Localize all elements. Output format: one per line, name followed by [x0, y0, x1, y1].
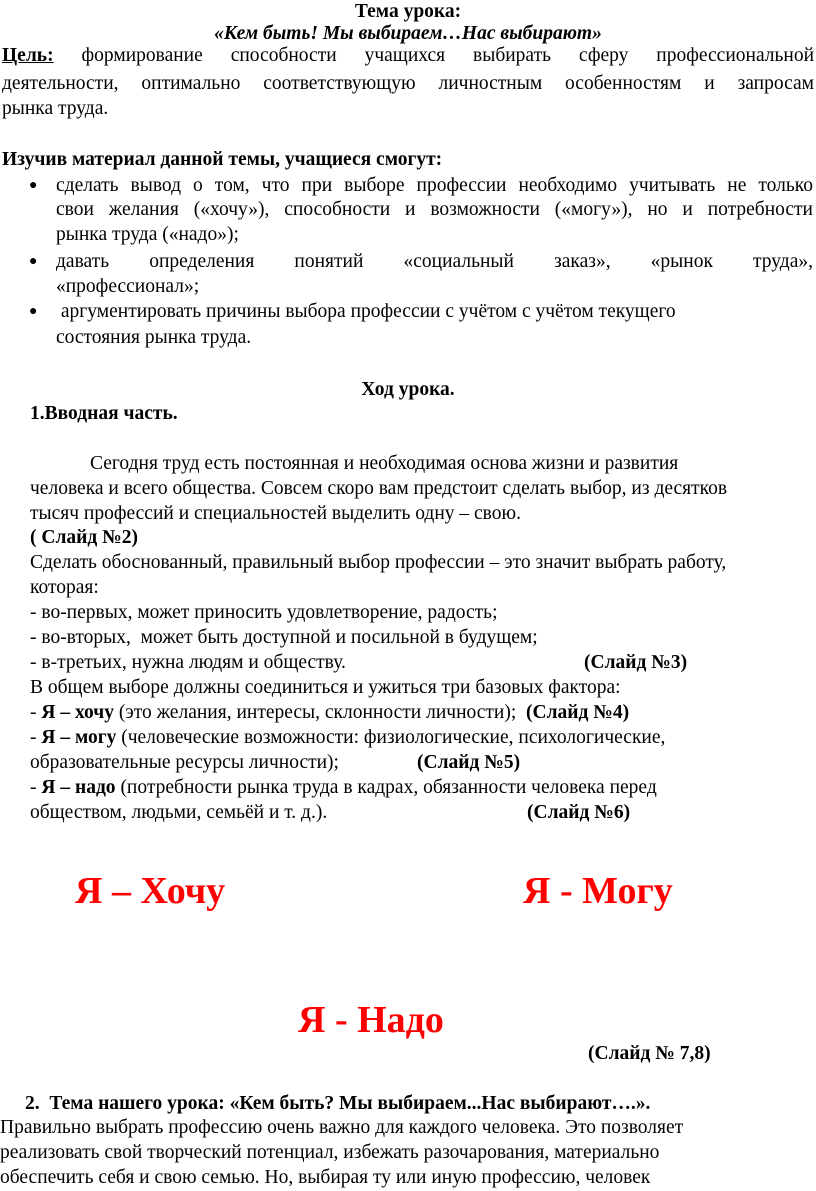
slide-5-ref: (Слайд №5) — [417, 752, 521, 773]
slide-4-ref: (Слайд №4) — [526, 702, 630, 723]
outcome-1-line-3: рынка труда («надо»); — [56, 224, 239, 245]
factor-want-label: Я – хочу — [41, 702, 114, 723]
choice-line-2: которая: — [30, 577, 99, 598]
intro-line-2: человека и всего общества. Совсем скоро вам предстоит сделать выбор, из десятков — [30, 478, 728, 499]
outcome-1-line-2: свои желания («хочу»), способности и возможности («могу»), но и потребности — [56, 199, 813, 220]
choice-line-1: Сделать обоснованный, правильный выбор профессии – это значит выбрать работу, — [30, 552, 727, 573]
intro-line-1: Сегодня труд есть постоянная и необходимая основа жизни и развития — [90, 453, 679, 474]
goal-label: Цель: — [2, 45, 54, 66]
lesson-progress-heading: Ход урока. — [361, 379, 455, 400]
slogan-can: Я - Могу — [523, 870, 673, 912]
section-2-heading: 2. Тема нашего урока: «Кем быть? Мы выбираем...Нас выбирают….». — [25, 1093, 651, 1114]
choice-second: - во-вторых, может быть доступной и посильной в будущем; — [30, 627, 538, 648]
factor-can-line — [30, 726, 665, 750]
slide-6-ref: (Слайд №6) — [527, 802, 631, 823]
factor-can-line-2: образовательные ресурсы личности); — [30, 752, 339, 773]
outcome-1-line-1: сделать вывод о том, что при выборе профессии необходимо учитывать не только — [56, 175, 813, 196]
goal-line-3: рынка труда. — [2, 98, 109, 119]
goal-line-2: деятельности, оптимально соответствующую личностным особенностям и запросам — [2, 73, 814, 94]
goal-text: формирование способности учащихся выбирать сферу профессиональной — [81, 45, 815, 66]
outcome-3-line-2: состояния рынка труда. — [56, 327, 252, 348]
factor-want-dash: - — [30, 702, 42, 723]
bullet-icon: ● — [29, 254, 38, 269]
section-1-heading: 1.Вводная часть. — [30, 403, 178, 424]
outcomes-heading: Изучив материал данной темы, учащиеся смогут: — [2, 149, 443, 170]
goal-line-1 — [2, 44, 814, 68]
factor-want-line — [30, 701, 629, 725]
factors-intro: В общем выборе должны соединиться и ужиться три базовых фактора: — [30, 677, 621, 698]
choice-first: - во-первых, может приносить удовлетворение, радость; — [30, 602, 498, 623]
factor-need-label: Я – надо — [41, 777, 116, 798]
factor-need-line — [30, 776, 657, 800]
factor-need-dash: - — [30, 777, 42, 798]
outcome-3-line-1: аргументировать причины выбора профессии с учётом с учётом текущего — [56, 301, 676, 322]
section-2-line-1: Правильно выбрать профессию очень важно для каждого человека. Это позволяет — [0, 1117, 684, 1138]
bullet-icon: ● — [29, 304, 38, 319]
outcome-2-line-1: давать определения понятий «социальный заказ», «рынок труда», — [56, 251, 813, 272]
factor-can-text: (человеческие возможности: физиологические, психологические, — [116, 727, 666, 748]
outcome-2-line-2: «профессионал»; — [56, 276, 200, 297]
section-2-line-2: реализовать свой творческий потенциал, избежать разочарования, материально — [0, 1142, 660, 1163]
slides-7-8-ref: (Слайд № 7,8) — [588, 1043, 711, 1064]
bullet-icon: ● — [29, 178, 38, 193]
lesson-title: «Кем быть! Мы выбираем…Нас выбирают» — [214, 23, 602, 44]
factor-want-text: (это желания, интересы, склонности личности); — [113, 702, 527, 723]
factor-need-text: (потребности рынка труда в кадрах, обязанности человека перед — [115, 777, 657, 798]
factor-can-label: Я – могу — [41, 727, 117, 748]
section-2-line-3: обеспечить себя и свою семью. Но, выбирая ту или иную профессию, человек — [0, 1167, 651, 1188]
factor-need-line-2: обществом, людьми, семьёй и т. д.). — [30, 802, 328, 823]
slogan-need: Я - Надо — [298, 999, 444, 1041]
factor-can-dash: - — [30, 727, 42, 748]
slogan-want: Я – Хочу — [75, 870, 226, 912]
intro-line-3: тысяч профессий и специальностей выделить одну – свою. — [30, 503, 521, 524]
lesson-topic-label: Тема урока: — [354, 1, 462, 22]
choice-third: - в-третьих, нужна людям и обществу. — [30, 652, 346, 673]
slide-3-ref: (Слайд №3) — [584, 652, 688, 673]
slide-2-ref: ( Слайд №2) — [30, 527, 138, 548]
